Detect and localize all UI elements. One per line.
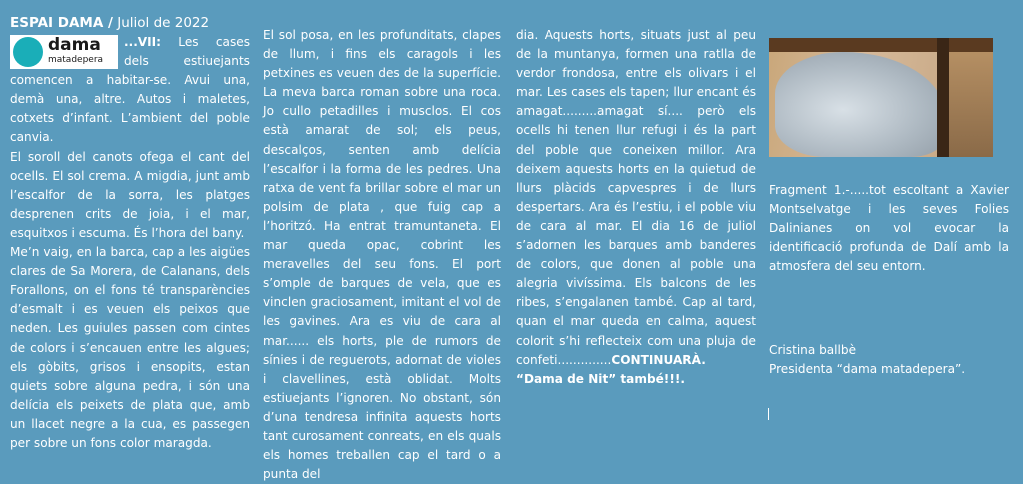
paragraph-1 <box>10 33 250 148</box>
page-header <box>10 13 250 33</box>
dama-logo <box>10 35 118 69</box>
signature-role: Presidenta “dama matadepera”. <box>769 362 966 376</box>
photo-caption: Fragment 1.-.....tot escoltant a Xavier Montselvatge i les seves Folies Dalinianes on vol evocar la identificació profunda de Dalí amb la atmosfera del seu entorn. <box>769 183 1009 273</box>
column-3-paragraph <box>516 26 756 389</box>
fragment-photo <box>769 38 993 157</box>
text-cursor <box>768 408 769 420</box>
paragraph-2: El soroll del canots ofega el cant del ocells. El sol crema. A migdia, junt amb l’escalfor de la sorra, les platges desprenen crits de joia, i el mar, esquitxos i escuma. És l’hora del bany. <box>10 149 250 240</box>
signature-name: Cristina ballbè <box>769 343 857 357</box>
logo-subword: matadepera <box>48 55 104 65</box>
photo-post <box>937 38 949 157</box>
column-3-text: dia. Aquests horts, situats just al peu de la muntanya, formen una ratlla de verdor frondosa, entre els olivars i el mar. Les cases els tapen; llur encant és amagat.........amagat sí.... però els ocells hi tenen llur refugi i és la part del poble que coneixen millor. Ara deixem aquests horts en la quietud de llurs plàcids capvespres i de llurs despertars. Ara és l’estiu, i el poble viu de cara al mar. El dia 16 de juliol s’adornen les barques amb banderes de colors, que donen al poble una alegria vivíssima. Els balcons de les ribes, s’engalanen també. Cap al tard, quan el mar queda en calma, aquest colorit s’hi reflecteix com una pluja de confeti.............. <box>516 28 756 367</box>
photo-cloth <box>775 52 945 157</box>
column-3 <box>516 26 756 389</box>
photo-frame <box>769 38 993 52</box>
logo-circle-icon <box>13 37 43 67</box>
header-title: ESPAI DAMA / <box>10 15 113 31</box>
continue-note: CONTINUARÀ. “Dama de Nit” també!!!. <box>516 352 706 386</box>
photo-side <box>949 52 993 157</box>
logo-word: dama <box>48 35 101 55</box>
chapter-label: ...VII: <box>124 35 161 49</box>
column-1 <box>10 7 250 453</box>
header-date: Juliol de 2022 <box>112 15 210 31</box>
paragraph-1-text: Les cases dels estiuejants comencen a habitar-se. Avui una, demà una, altre. Autos i maletes, cotxets d’infant. L’ambient del poble canvia. <box>10 35 250 145</box>
paragraph-3: Me’n vaig, en la barca, cap a les aigües clares de Sa Morera, de Calanans, dels Forallons, on el fons té transparències d’esmalt i es veuen els peixos que neden. Les guiules passen com cintes de colors i s’encauen entre les algues; els gòbits, grisos i ensopits, estan quiets sobre alguna pedra, i són una delícia els peixets de plata que, amb un llacet negre a la cua, es passegen per sobre un fons color maragda. <box>10 245 250 450</box>
column-2 <box>263 26 501 484</box>
column-2-text: El sol posa, en les profunditats, clapes de llum, i fins els caragols i les petxines es veuen des de la superfície. La meva barca roman sobre una roca. Jo cullo petadilles i musclos. El cos està amarat de sol; els peus, descalços, senten amb delícia l’escalfor i la forma de les pedres. Una ratxa de vent fa brillar sobre el mar un polsim de plata , que fuig cap a l’horitzó. Ha entrat tramuntaneta. El mar queda opac, cobrint les meravelles del seu fons. El port s’omple de barques de vela, que es vinclen graciosament, imitant el vol de les gavines. Ara es viu de cara al mar...... els horts, ple de rumors de sínies i de reguerots, adornat de violes i clavellines, està oblidat. Molts estiuejants l’ignoren. No obstant, són d’una tendresa infinita aquests horts tant curosament conreats, en els quals els homes treballen cap el tard o a punta del <box>263 28 501 482</box>
signature <box>769 341 1009 379</box>
